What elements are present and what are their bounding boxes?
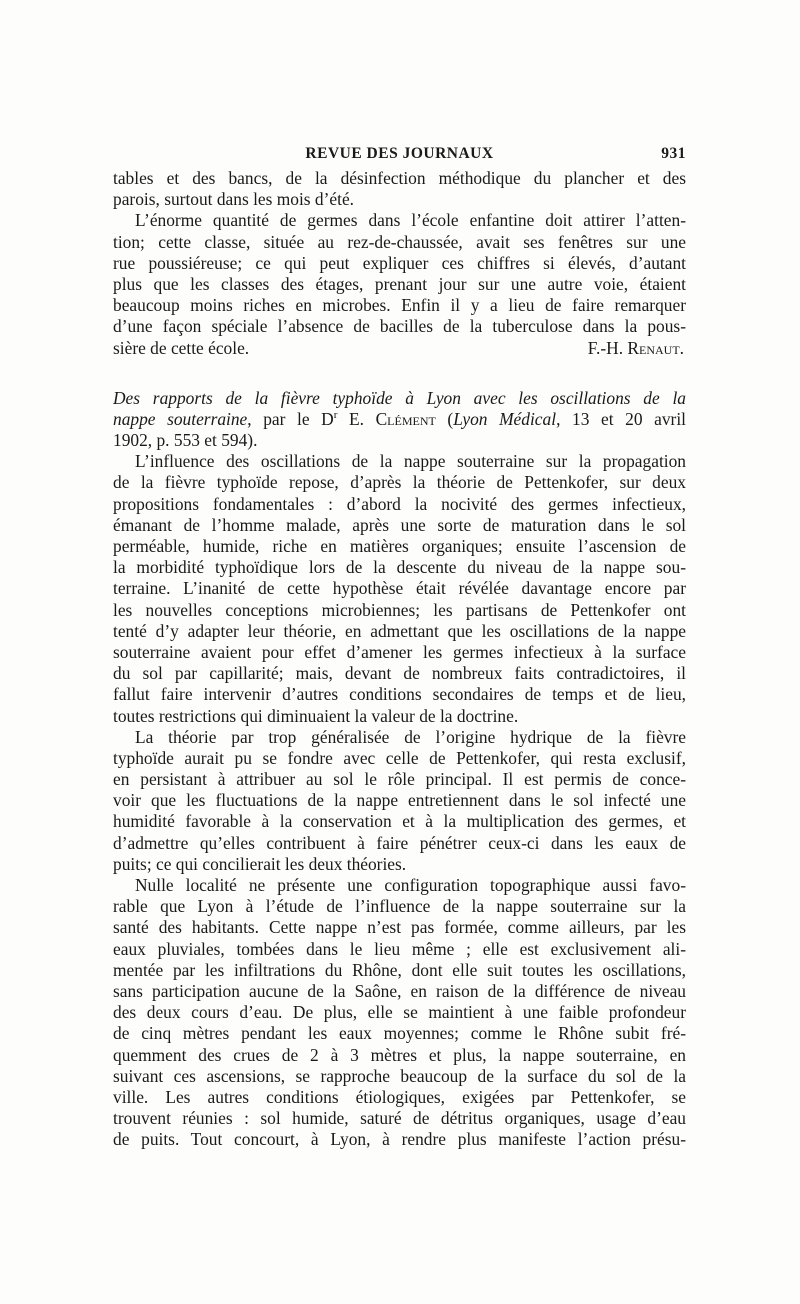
title-line: 1902, p. 553 et 594). (113, 430, 258, 451)
text-line: typhoïde aurait pu se fondre avec celle de Pettenkofer, qui resta exclusif, (113, 747, 686, 768)
text-line: d’une façon spéciale l’absence de bacilles de la tuberculose dans la pous- (113, 316, 686, 337)
text-line: de la fièvre typhoïde repose, d’après la théorie de Pettenkofer, sur deux (113, 472, 686, 493)
text-line: puits; ce qui concilierait les deux théories. (113, 853, 407, 874)
title-italic: nappe souterraine (113, 408, 248, 429)
text-line: trouvent réunies : sol humide, saturé de détritus organiques, usage d’eau (113, 1108, 686, 1129)
text-line: émanant de l’homme malade, après une sorte de maturation dans le sol (113, 514, 686, 535)
paragraph (113, 875, 686, 1150)
title-line (113, 409, 686, 430)
text-line: Nulle localité ne présente une configuration topographique aussi favo- (135, 875, 686, 895)
text-line: les nouvelles conceptions microbiennes; les partisans de Pettenkofer ont (113, 599, 686, 620)
text-column (113, 142, 686, 1150)
author-signature: F.-H. Renaut. (587, 337, 684, 358)
text-line: perméable, humide, riche en matières organiques; ensuite l’ascension de (113, 536, 686, 556)
title-text: , par le D (247, 408, 334, 429)
text-line: mentée par les infiltrations du Rhône, dont elle suit toutes les oscillations, (113, 959, 686, 980)
text-line: eaux pluviales, tombées dans le lieu même ; elle est exclusivement ali- (113, 938, 686, 959)
text-line: tables et des bancs, de la désinfection méthodique du plancher et des (113, 168, 686, 188)
text-line: de cinq mètres pendant les eaux moyennes; comme le Rhône subit fré- (113, 1023, 686, 1044)
running-head-title: REVUE DES JOURNAUX (305, 145, 494, 162)
running-head (113, 142, 686, 168)
text-line: la morbidité typhoïdique lors de la descente du niveau de la nappe sou- (113, 557, 686, 578)
text-line: parois, surtout dans les mois d’été. (113, 189, 355, 210)
article-1-body (113, 168, 686, 359)
title-author: E. Clément (349, 408, 436, 429)
text-line: fallut faire intervenir d’autres conditions secondaires de temps et de lieu, (113, 684, 686, 705)
section-gap (113, 359, 686, 388)
text-line: santé des habitants. Cette nappe n’est pas formée, comme ailleurs, par les (113, 917, 686, 938)
text-line: ville. Les autres conditions étiologiques, exigées par Pettenkofer, se (113, 1086, 686, 1107)
text-line: suivant ces ascensions, se rapproche beaucoup de la surface du sol de la (113, 1065, 686, 1086)
text-line: tenté d’y adapter leur théorie, en admettant que les oscillations de la nappe (113, 620, 686, 641)
text-line: sière de cette école. (113, 337, 250, 358)
text-line: propositions fondamentales : d’abord la nocivité des germes infectieux, (113, 493, 686, 514)
title-sup: r (333, 409, 338, 422)
text-line: quemment des crues de 2 à 3 mètres et plus, la nappe souterraine, en (113, 1044, 686, 1065)
text-line: rable que Lyon à l’étude de l’influence de la nappe souterraine sur la (113, 896, 686, 917)
text-line: beaucoup moins riches en microbes. Enfin il y a lieu de faire remarquer (113, 295, 686, 316)
paragraph (113, 727, 686, 875)
text-line: sans participation aucune de la Saône, en raison de la différence de niveau (113, 980, 686, 1001)
paragraph (113, 451, 686, 726)
text-line: des deux cours d’eau. De plus, elle se maintient à une faible profondeur (113, 1002, 686, 1023)
text-line: du sol par capillarité; mais, devant de nombreux faits contradictoires, il (113, 663, 686, 684)
title-text: , 13 et 20 avril (556, 408, 686, 429)
text-line: La théorie par trop généralisée de l’origine hydrique de la fièvre (135, 726, 686, 747)
text-line: L’influence des oscillations de la nappe souterraine sur la propagation (135, 451, 686, 472)
text-line: d’admettre qu’elles contribuent à faire pénétrer ceux-ci dans les eaux de (113, 832, 686, 853)
text-line: humidité favorable à la conservation et à la multiplication des germes, et (113, 811, 686, 832)
title-text: ( (435, 408, 454, 429)
title-line: Des rapports de la fièvre typhoïde à Lyon avec les oscillations de la (113, 387, 686, 408)
text-line: terraine. L’inanité de cette hypothèse était révélée davantage encore par (113, 578, 686, 599)
text-line: tion; cette classe, située au rez-de-chaussée, avait ses fenêtres sur une (113, 231, 686, 252)
text-line: toutes restrictions qui diminuaient la valeur de la doctrine. (113, 705, 519, 726)
text-line: en persistant à attribuer au sol le rôle principal. Il est permis de conce- (113, 769, 686, 790)
text-line: voir que les fluctuations de la nappe entretiennent dans le sol infecté une (113, 790, 686, 811)
title-journal: Lyon Médical (453, 408, 557, 429)
text-line: de puits. Tout concourt, à Lyon, à rendre plus manifeste l’action présu- (113, 1129, 686, 1150)
text-line: souterraine avaient pour effet d’amener les germes infectieux à la surface (113, 641, 686, 662)
page-number: 931 (661, 145, 686, 162)
text-line: plus que les classes des étages, prenant jour sur une autre voie, étaient (113, 273, 686, 294)
text-line: rue poussiéreuse; ce qui peut expliquer ces chiffres si élevés, d’autant (113, 252, 686, 273)
text-line: L’énorme quantité de germes dans l’école enfantine doit attirer l’atten- (135, 210, 686, 231)
article-2-title (113, 388, 686, 452)
signature-line (113, 338, 686, 359)
